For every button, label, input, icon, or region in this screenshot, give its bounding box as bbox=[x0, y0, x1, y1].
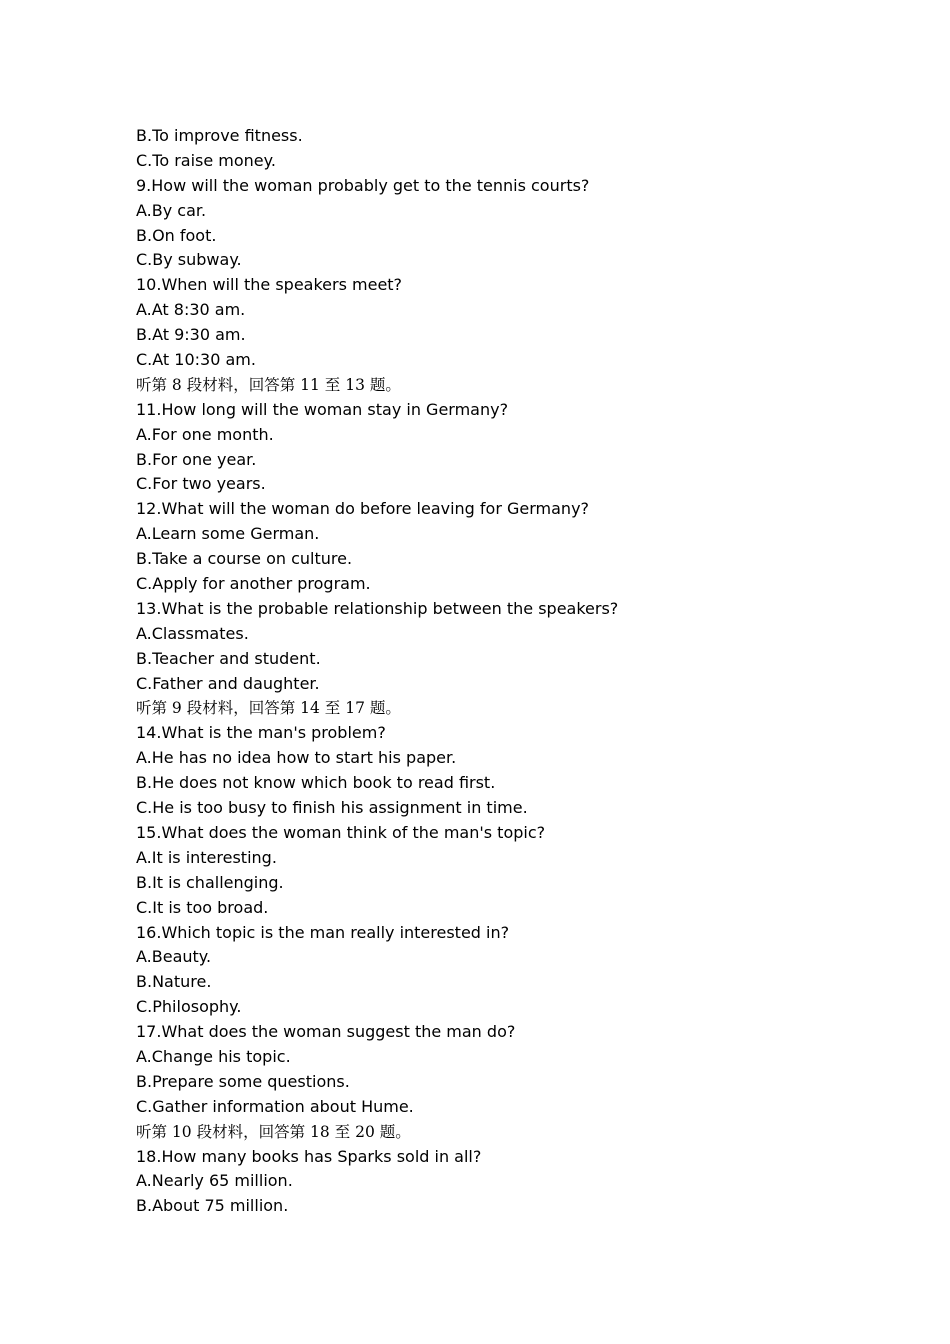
answer-option: C.It is too broad. bbox=[136, 897, 269, 917]
question-text: 9.How will the woman probably get to the tennis courts? bbox=[136, 175, 590, 195]
section-instruction: 听第 9 段材料，回答第 14 至 17 题。 bbox=[136, 699, 401, 718]
answer-option: C.Apply for another program. bbox=[136, 574, 371, 594]
answer-option: C.Philosophy. bbox=[136, 997, 242, 1017]
answer-option: B.Take a course on culture. bbox=[136, 549, 353, 569]
answer-option: B.Prepare some questions. bbox=[136, 1071, 350, 1091]
answer-option: B.It is challenging. bbox=[136, 872, 284, 892]
answer-option: A.Learn some German. bbox=[136, 524, 320, 544]
answer-option: A.Classmates. bbox=[136, 623, 249, 643]
answer-option: A.It is interesting. bbox=[136, 847, 277, 867]
question-text: 18.How many books has Sparks sold in all? bbox=[136, 1146, 482, 1166]
answer-option: B.Teacher and student. bbox=[136, 648, 321, 668]
question-text: 15.What does the woman think of the man's topic? bbox=[136, 822, 546, 842]
answer-option: C.At 10:30 am. bbox=[136, 350, 256, 370]
question-text: 13.What is the probable relationship between the speakers? bbox=[136, 598, 619, 618]
answer-option: B.Nature. bbox=[136, 972, 212, 992]
answer-option: C.Gather information about Hume. bbox=[136, 1096, 414, 1116]
question-text: 16.Which topic is the man really interested in? bbox=[136, 922, 510, 942]
answer-option: A.Nearly 65 million. bbox=[136, 1171, 293, 1191]
answer-option: B.At 9:30 am. bbox=[136, 325, 246, 345]
question-text: 11.How long will the woman stay in Germany? bbox=[136, 399, 509, 419]
answer-option: C.By subway. bbox=[136, 250, 242, 270]
answer-option: C.He is too busy to finish his assignment in time. bbox=[136, 798, 528, 818]
answer-option: A.For one month. bbox=[136, 424, 274, 444]
answer-option: C.Father and daughter. bbox=[136, 673, 320, 693]
question-text: 14.What is the man's problem? bbox=[136, 723, 386, 743]
question-text: 10.When will the speakers meet? bbox=[136, 275, 403, 295]
answer-option: B.On foot. bbox=[136, 225, 217, 245]
document-text-body bbox=[136, 124, 896, 1219]
section-instruction: 听第 10 段材料，回答第 18 至 20 题。 bbox=[136, 1122, 411, 1141]
question-text: 12.What will the woman do before leaving for Germany? bbox=[136, 499, 590, 519]
question-text: 17.What does the woman suggest the man do? bbox=[136, 1022, 516, 1042]
answer-option: B.About 75 million. bbox=[136, 1196, 289, 1216]
answer-option: C.For two years. bbox=[136, 474, 266, 494]
section-instruction: 听第 8 段材料，回答第 11 至 13 题。 bbox=[136, 375, 401, 394]
answer-option: A.At 8:30 am. bbox=[136, 300, 246, 320]
answer-option: C.To raise money. bbox=[136, 150, 276, 170]
answer-option: B.For one year. bbox=[136, 449, 257, 469]
answer-option: A.Beauty. bbox=[136, 947, 212, 967]
answer-option: A.By car. bbox=[136, 200, 207, 220]
answer-option: A.Change his topic. bbox=[136, 1046, 291, 1066]
answer-option: B.He does not know which book to read first. bbox=[136, 773, 496, 793]
answer-option: A.He has no idea how to start his paper. bbox=[136, 748, 457, 768]
answer-option: B.To improve fitness. bbox=[136, 126, 303, 145]
